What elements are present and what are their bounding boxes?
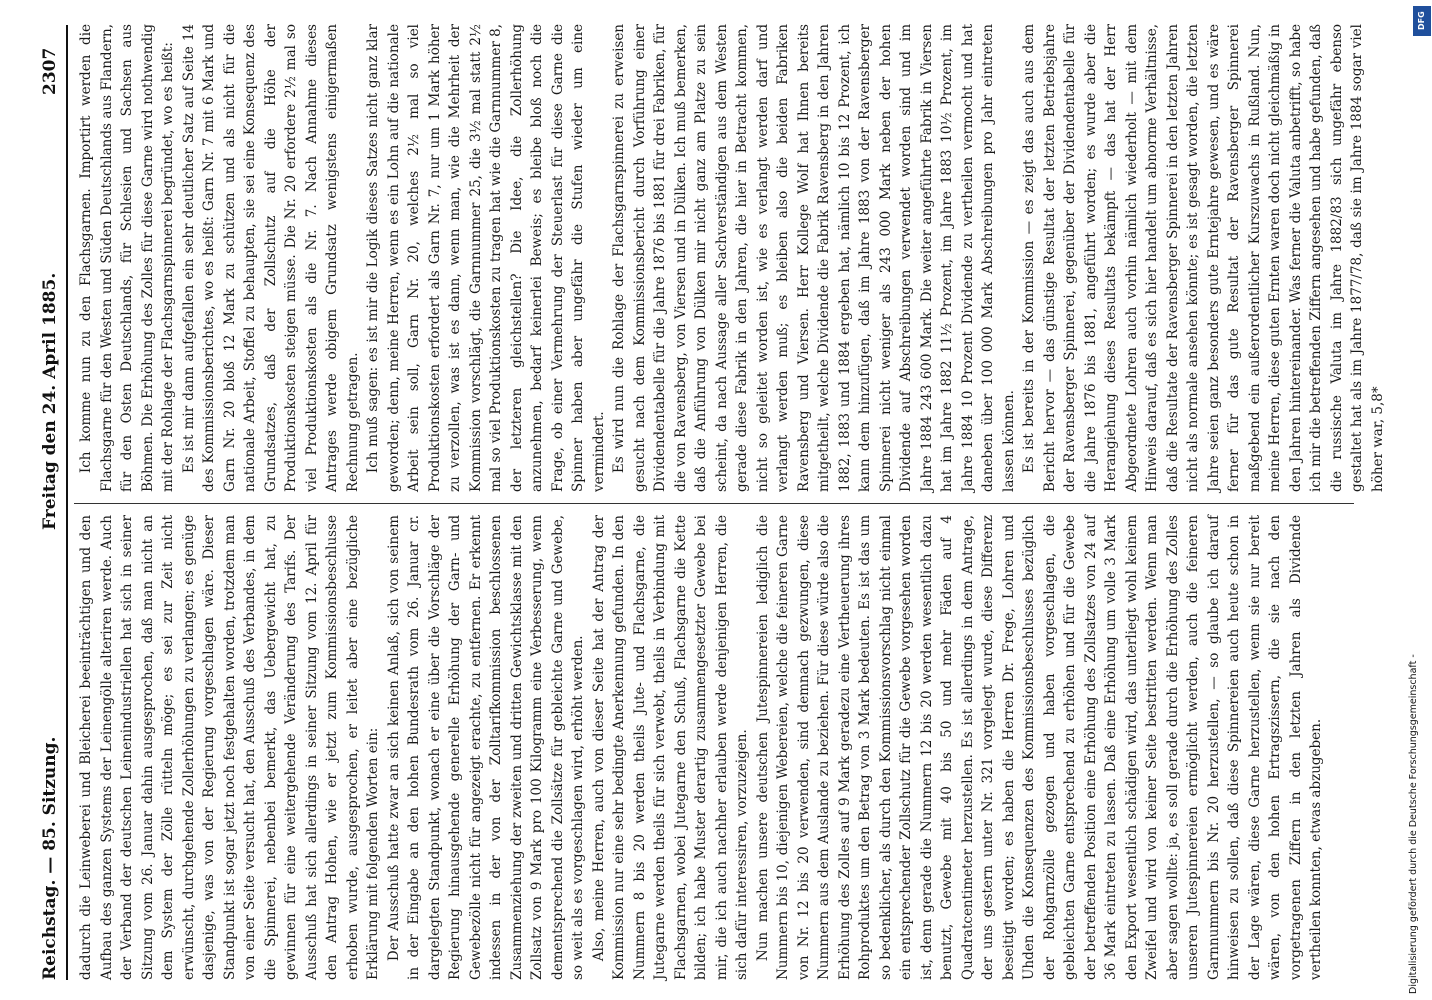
page-number: 2307 bbox=[40, 47, 60, 95]
paragraph: Ich muß sagen: es ist mir die Logik dieses Satzes nicht ganz klar geworden; denn, meine Herren, wenn es ein Lohn auf die nationale Arbeit sein soll, Garn Nr. 20, welches 2½ mal so viel Produktionskosten erfordert als Garn Nr. 7, nur um 1 Mark höher zu verzollen, was ist es dann, wenn man, wie die Mehrheit der Kommission vorschlägt, die Garnnummer 25, die 3½ mal statt 2½ mal so viel Produktionskosten zu tragen hat wie die Garnnummer 8, der letzteren gleichstellen? Die Idee, die Zollerhöhung anzunehmen, bedarf keinerlei Beweis; es bleibe bloß noch die Frage, ob einer Vermehrung der Steuerlast für diese Garne die Spinner haben aber ungefähr die Stufen wieder um eine vermindert. bbox=[365, 24, 607, 492]
digitization-note: Digitalisierung gefördert durch die Deutsche Forschungsgemeinschaft - bbox=[1408, 654, 1419, 994]
header-left: Reichstag. — 85. Sitzung. bbox=[40, 736, 60, 980]
digitization-footer bbox=[1408, 654, 1430, 994]
column-divider bbox=[74, 503, 1354, 504]
paragraph: Es wird nun die Rohlage der Flachsgarnspinnerei zu erweisen gesucht nach dem Kommissionsbericht durch Vorführung einer Dividendentabelle für die Jahre 1876 bis 1881 für drei Fabriken, für die von Ravensberg, von Viersen und in Dülken. Ich muß bemerken, daß die Anführung von Dülken mir nicht ganz am Platze zu sein scheint, da nach Aussage aller Sachverständigen aus dem Westen gerade diese Fabrik in den Jahren, die hier in Betracht kommen, nicht so geleitet worden ist, wie es verlangt werden darf und verlangt werden muß; es bleiben also die beiden Fabriken Ravensberg und Viersen. Herr Kollege Wolf hat Ihnen bereits mitgetheilt, welche Dividende die Fabrik Ravensberg in den Jahren 1882, 1883 und 1884 ergeben hat, nämlich 10 bis 12 Prozent, ich kann dem hinzufügen, daß im Jahre 1883 von der Ravensberger Spinnerei nicht weniger als 243 000 Mark neben der hohen Dividende auf Abschreibungen verwendet worden sind und im Jahre 1884 243 600 Mark. Die weiter angeführte Fabrik in Viersen hat im Jahre 1882 11½ Prozent, im Jahre 1883 10½ Prozent, im Jahre 1884 10 Prozent Dividende zu vertheilen vermocht und hat daneben über 100 000 Mark Abschreibungen pro Jahr eintreten lassen können. bbox=[611, 24, 1017, 492]
paragraph: Ich komme nun zu den Flachsgarnen. Importirt werden die Flachsgarne für den Westen und Süden Deutschlands aus Flandern, für den Osten Deutschlands, für Schlesien und Sachsen aus Böhmen. Die Erhöhung des Zolles für diese Garne wird nothwendig mit der Rohlage der Flachsgarnspinnerei begründet, wo es heißt: bbox=[78, 24, 176, 492]
text-column-right bbox=[76, 24, 1386, 492]
paragraph: Es ist mir dann aufgefallen ein sehr deutlicher Satz auf Seite 14 des Kommissionsberichtes, wo es heißt: Garn Nr. 7 mit 6 Mark und Garn Nr. 20 bloß 12 Mark zu schützen und als nicht für die nationale Arbeit, Stoffel zu behaupten, sie sei eine Konsequenz des Grundsatzes, daß der Zollschutz auf die Höhe der Produktionskosten steigen müsse. Die Nr. 20 erfordere 2½ mal so viel Produktionskosten als die Nr. 7. Nach Annahme dieses Antrages werde obigem Grundsatz wenigstens einigermaßen Rechnung getragen. bbox=[180, 24, 361, 492]
header-date: Freitag den 24. April 1885. bbox=[40, 272, 60, 530]
header-rule bbox=[66, 25, 68, 980]
paragraph: Es ist bereits in der Kommission — es zeigt das auch aus dem Bericht hervor — das günstige Resultat der letzten Betriebsjahre der Ravensberger Spinnerei, gegenüber der Dividendentabelle für die Jahre 1876 bis 1881, angeführt worden; es wurde aber die Herangiehung dieses Resultats bekämpft — das hat der Herr Abgeordnete Lohren auch vorhin nämlich wiederholt — mit dem Hinweis darauf, daß es sich hier handelt um abnorme Verhältnisse, daß die Resultate der Ravensberger Spinnerei in den letzten Jahren nicht als normale ansehen könnte; es ist gesagt worden, die letzten Jahre seien ganz besonders gute Erntejahre gewesen, und es wäre ferner für das gute Resultat der Ravensberger Spinnerei maßgebend ein außerordentlicher Kurszuwachs in Rußland. Nun, meine Herren, diese guten Ernten waren doch nicht gleichmäßig in den Jahren hintereinander. Was ferner die Valuta anbetrifft, so habe ich mir die betreffenden Ziffern angesehen und habe gefunden, daß die russische Valuta im Jahre 1882/83 sich ungefähr ebenso gestaltet hat als im Jahre 1877/78, daß sie im Jahre 1884 sogar viel höher war, 5,8* bbox=[1021, 24, 1386, 492]
paragraph: Also, meine Herren, auch von dieser Seite hat der Antrag der Kommission nur eine sehr bedingte Anerkennung gefunden. In den Nummern 8 bis 20 werden theils Jute- und Flachsgarne, die Jutegarne werden theils für sich verwebt, theils in Verbindung mit Flachsgarnen, wobei Jutegarne den Schuß, Flachsgarne die Kette bilden; ich habe Muster derartig zusammengesetzter Gewebe bei mir, die ich auch nachher erlauben werde denjenigen Herren, die sich dafür interessiren, vorzuzeigen. bbox=[590, 515, 750, 980]
paragraph: Nun machen unsere deutschen Jutespinnereien lediglich die Nummern bis 10, diejenigen Webereien, welche die feineren Garne von Nr. 12 bis 20 verwenden, sind demnach gezwungen, diese Nummern aus dem Auslande zu beziehen. Für diese würde also die Erhöhung des Zolles auf 9 Mark geradezu eine Vertheuerung ihres Rohproduktes um den Betrag von 3 Mark bedeuten. Es ist das um so bedenklicher, als durch den Kommissionsvorschlag nicht einmal ein entsprechender Zollschutz für die Gewebe vorgesehen worden ist, denn gerade die Nummern 12 bis 20 werden wesentlich dazu benutzt, Gewebe mit 40 bis 50 und mehr Fäden auf 4 Quadratcentimeter herzustellen. Es ist allerdings in dem Antrage, der uns gestern unter Nr. 321 vorgelegt wurde, diese Differenz beseitigt worden; es haben die Herren Dr. Frege, Lohren und Uhden die Konsequenzen des Kommissionsbeschlusses bezüglich der Rohgarnzölle gezogen und haben vorgeschlagen, die gebleichten Garne entsprechend zu erhöhen und für die Gewebe der betreffenden Position eine Erhöhung des Zollsatzes von 24 auf 36 Mark eintreten zu lassen. Daß eine Erhöhung um volle 3 Mark den Export wesentlich schädigen wird, das unterliegt wohl keinem Zweifel und wird von keiner Seite bestritten werden. Wenn man aber sagen wollte: ja, es soll gerade durch die Erhöhung des Zolles unseren Jutespinnereien ermöglicht werden, auch die feineren Garnnummern bis Nr. 20 herzustellen, — so glaube ich darauf hinweisen zu sollen, daß diese Spinnereien auch heute schon in der Lage wären, diese Garne herzustellen, wenn sie nur bereit wären, von den hohen Ertragszissern, die sie nach den vorgetragenen Ziffern in den letzten Jahren als Dividende vertheilen konnten, etwas abzugeben. bbox=[754, 515, 1324, 980]
dfg-logo: DFG bbox=[1413, 6, 1431, 36]
paragraph: dadurch die Leinweberei und Bleicherei beeinträchtigen und den Aufbau des ganzen Systems der Leinengölle alteriren werde. Auch der Verband der deutschen Leinenindustriellen hat sich in seiner Sitzung vom 26. Januar dahin ausgesprochen, daß man nicht an dem System der Zölle rütteln möge; es sei zur Zeit nicht erwünscht, durchgehende Zollerhöhungen zu verlangen; es genüge dasjenige, was von der Regierung vorgeschlagen wäre. Dieser Standpunkt ist sogar jetzt noch festgehalten worden, trotzdem man von einer Seite versucht hat, den Ausschuß des Verbandes, in dem die Spinnerei, nebenbei bemerkt, das Uebergewicht hat, zu gewinnen für eine weitergehende Veränderung des Tarifs. Der Ausschuß hat sich allerdings in seiner Sitzung vom 12. April für den Antrag Hohen, wie er jetzt zum Kommissionsbeschlusse erhoben wurde, ausgesprochen, er leitet aber eine bezügliche Erklärung mit folgenden Worten ein: bbox=[78, 515, 381, 980]
paragraph: Der Ausschuß hatte zwar an sich keinen Anlaß, sich von seinem in der Eingabe an den hohen Bundesrath vom 26. Januar cr. dargelegten Standpunkt, wonach er eine über die Vorschläge der Regierung hinausgehende generelle Erhöhung der Garn- und Gewebezölle nicht für angezeigt erachte, zu entfernen. Er erkennt indessen in der von der Zolltarifkommission beschlossenen Zusammenziehung der zweiten und dritten Gewichtsklasse mit den Zollsatz von 9 Mark pro 100 Kilogramm eine Verbesserung, wenn dementsprechend die Zollsätze für gebleichte Garne und Gewebe, so weit als es vorgeschlagen wird, erhöht werden. bbox=[385, 515, 586, 980]
text-column-left bbox=[76, 515, 1356, 980]
